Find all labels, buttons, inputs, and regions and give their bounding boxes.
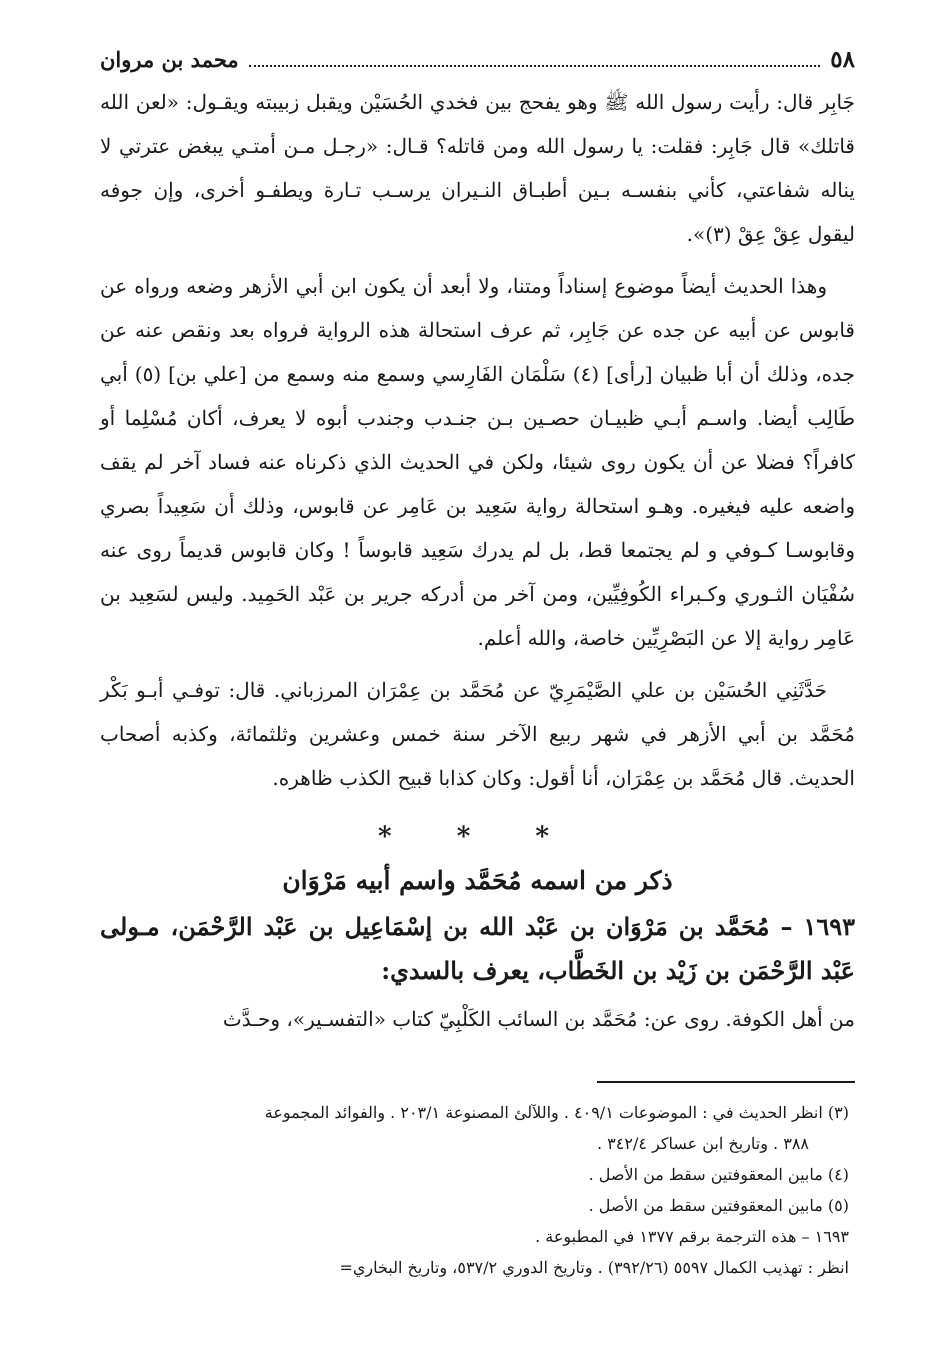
footnote-continuation: ٣٨٨ . وتاريخ ابن عساكر ٣٤٢/٤ . [596, 1134, 809, 1153]
footnote: (٣) انظر الحديث في : الموضوعات ٤٠٩/١ . واللآلئ المصنوعة ٢٠٣/١ . والفوائد المجموعة [264, 1103, 849, 1122]
page [100, 40, 855, 1283]
page-number: ٥٨ [830, 46, 855, 73]
footnotes [100, 1097, 855, 1283]
running-head [100, 40, 855, 80]
paragraph: وهذا الحديث أيضاً موضوع إسناداً ومتنا، ولا أبعد أن يكون ابن أبي الأزهر وضعه ورواه عن قابوس عن أبيه عن جده عن جَابِر، ثم عرف استحالة هذه الرواية فرواه بعد ونقص عنه عن جده، وذلك أن أبا ظبيان [رأى] (٤) سَلْمَان الفَارِسي وسمع منه وسمع من [علي بن] (٥) أبي طَالِب أيضا. واسـم أبـي ظبيـان حصـين بـن جنـدب وجندب أبوه لا يعرف، أكان مُسْلِما أو كافراً؟ فضلا عن أن يكون روى شيئا، ولكن في الحديث الذي ذكرناه عنه فساد آخر لم يقف واضعه عليه فيغيره. وهـو استحالة رواية سَعِيد بن عَامِر عن قابوس، وذلك أن سَعِيداً بصري وقابوسـا كـوفي و لم يجتمعا قط، بل لم يدرك سَعِيد قابوساً ! وكان قابوس قديماً روى عنه سُفْيَان الثـوري وكـبراء الكُوفِيِّين، ومن آخر من أدركه جرير بن عَبْد الحَمِيد. وليس لسَعِيد بن عَامِر رواية إلا عن البَصْرِيِّين خاصة، والله أعلم. [100, 274, 855, 650]
footnote: (٤) مابين المعقوفتين سقط من الأصل . [588, 1165, 849, 1184]
paragraph: جَابِر قال: رأيت رسول الله ﷺ وهو يفحج بين فخدي الحُسَيْن ويقبل زبيبته ويقـول: «لعن الله قاتلك» قال جَابِر: فقلت: يا رسول الله ومن قاتله؟ قـال: «رجـل مـن أمتـي يبغض عترتي لا يناله شفاعتي، كأني بنفسـه بـين أطبـاق النـيران يرسـب تـارة ويطفـو أخرى، وإن جوفه ليقول عِقْ عِقْ (٣)». [100, 90, 855, 246]
footnote: انظر : تهذيب الكمال ٥٥٩٧ (٣٩٢/٢٦) . وتاريخ الدوري ٥٣٧/٢، وتاريخ البخاري= [339, 1258, 849, 1277]
footnote-rule [597, 1081, 855, 1083]
paragraph: حَدَّثَنِي الحُسَيْن بن علي الصَّيْمَرِيّ عن مُحَمَّد بن عِمْرَان المرزباني. قال: توفـي أبـو بَكْر مُحَمَّد بن أبي الأزهر في شهر ربيع الآخر سنة خمس وعشرين وثلثمائة، وكذبه أصحاب الحديث. قال مُحَمَّد بن عِمْرَان، أنا أقول: وكان كذابا قبيح الكذب ظاهره. [100, 678, 855, 790]
entry-text: من أهل الكوفة. روى عن: مُحَمَّد بن السائب الكَلْبِيّ كتاب «التفسـير»، وحـدَّث [222, 1007, 855, 1031]
leader-dots [249, 43, 821, 67]
section-title: ذكر من اسمه مُحَمَّد واسم أبيه مَرْوَان [282, 866, 673, 895]
section-separator: * * * [378, 822, 577, 852]
entry-heading: ١٦٩٣ – مُحَمَّد بن مَرْوَان بن عَبْد الله بن إسْمَاعِيل بن عَبْد الرَّحْمَن، مـولى عَبْد الرَّحْمَن بن زَيْد بن الخَطَّاب، يعرف بالسدي: [100, 912, 855, 985]
running-title: محمد بن مروان [100, 47, 239, 72]
footnote: (٥) مابين المعقوفتين سقط من الأصل . [588, 1196, 849, 1215]
footnote: ١٦٩٣ – هذه الترجمة برقم ١٣٧٧ في المطبوعة . [535, 1227, 849, 1246]
